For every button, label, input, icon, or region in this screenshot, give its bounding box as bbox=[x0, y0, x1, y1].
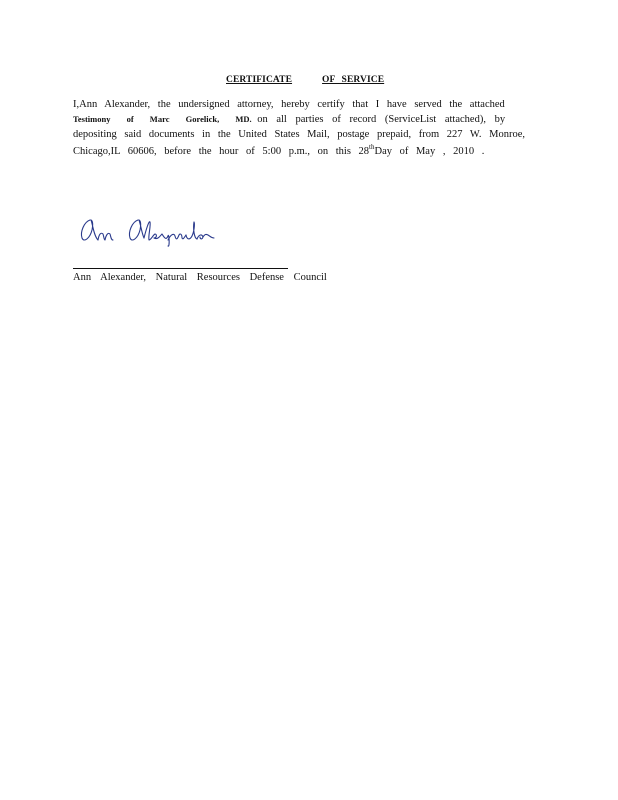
title-certificate: CERTIFICATE bbox=[226, 75, 293, 85]
signer-name: Ann Alexander, Natural Resources Defense Council bbox=[73, 272, 327, 283]
signature-image bbox=[76, 210, 216, 250]
date-superscript: th bbox=[369, 143, 375, 151]
body-line-4-post: Day of May , 2010 . bbox=[374, 146, 485, 157]
body-line-2-rest: on all parties of record (ServiceList attached), by bbox=[257, 114, 506, 125]
document-name: Testimony of Marc Gorelick, MD. bbox=[73, 114, 252, 124]
body-line-2 bbox=[73, 114, 505, 125]
title-of-service: OF SERVICE bbox=[322, 75, 385, 85]
body-line-1: I,Ann Alexander, the undersigned attorney, hereby certify that I have served the attached bbox=[73, 99, 505, 110]
body-line-3: depositing said documents in the United States Mail, postage prepaid, from 227 W. Monroe, bbox=[73, 129, 525, 140]
body-line-4 bbox=[73, 143, 484, 157]
document-title bbox=[226, 75, 390, 85]
signature-line bbox=[73, 268, 288, 269]
body-line-4-pre: Chicago,IL 60606, before the hour of 5:00 p.m., on this 28 bbox=[73, 146, 370, 157]
